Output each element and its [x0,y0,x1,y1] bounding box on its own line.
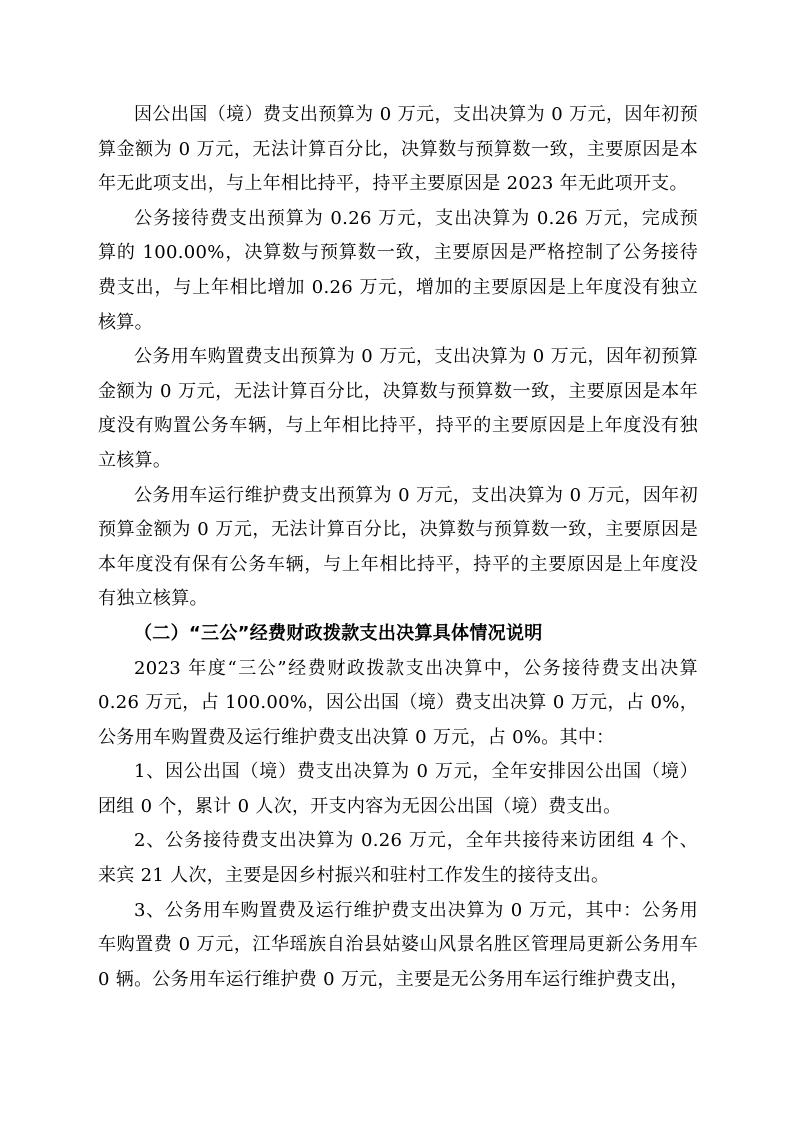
section-heading: （二）“三公”经费财政拨款支出决算具体情况说明 [134,622,543,644]
list-item-vehicles: 3、公务用车购置费及运行维护费支出决算为 0 万元，其中：公务用车购置费 0 万元，江华瑶族自治县姑婆山风景名胜区管理局更新公务用车 0 辆。公务用车运行维护费 0 万元，主要是无公务用车运行维护费支出， [98,899,698,990]
paragraph-reception-expense: 公务接待费支出预算为 0.26 万元，支出决算为 0.26 万元，完成预算的 100.00%，决算数与预算数一致，主要原因是严格控制了公务接待费支出，与上年相比增加 0.26 万元，增加的主要原因是上年度没有独立核算。 [98,207,698,333]
paragraph-summary: 2023 年度“三公”经费财政拨款支出决算中，公务接待费支出决算 0.26 万元，占 100.00%，因公出国（境）费支出决算 0 万元，占 0%，公务用车购置费及运行维护费支出决算 0 万元，占 0%。其中： [98,657,698,748]
document-body [98,98,698,997]
paragraph-vehicle-purchase: 公务用车购置费支出预算为 0 万元，支出决算为 0 万元，因年初预算金额为 0 万元，无法计算百分比，决算数与预算数一致，主要原因是本年度没有购置公务车辆，与上年相比持平，持平的主要原因是上年度没有独立核算。 [98,346,698,471]
list-item-overseas: 1、因公出国（境）费支出决算为 0 万元，全年安排因公出国（境）团组 0 个，累计 0 人次，开支内容为无因公出国（境）费支出。 [98,761,698,817]
paragraph-vehicle-maintenance: 公务用车运行维护费支出预算为 0 万元，支出决算为 0 万元，因年初预算金额为 0 万元，无法计算百分比，决算数与预算数一致，主要原因是本年度没有保有公务车辆，与上年相比持平，持平的主要原因是上年度没有独立核算。 [98,484,698,610]
paragraph-overseas-expense: 因公出国（境）费支出预算为 0 万元，支出决算为 0 万元，因年初预算金额为 0 万元，无法计算百分比，决算数与预算数一致，主要原因是本年无此项支出，与上年相比持平，持平主要原因是 2023 年无此项开支。 [98,104,698,195]
list-item-reception: 2、公务接待费支出决算为 0.26 万元，全年共接待来访团组 4 个、来宾 21 人次，主要是因乡村振兴和驻村工作发生的接待支出。 [98,830,698,887]
